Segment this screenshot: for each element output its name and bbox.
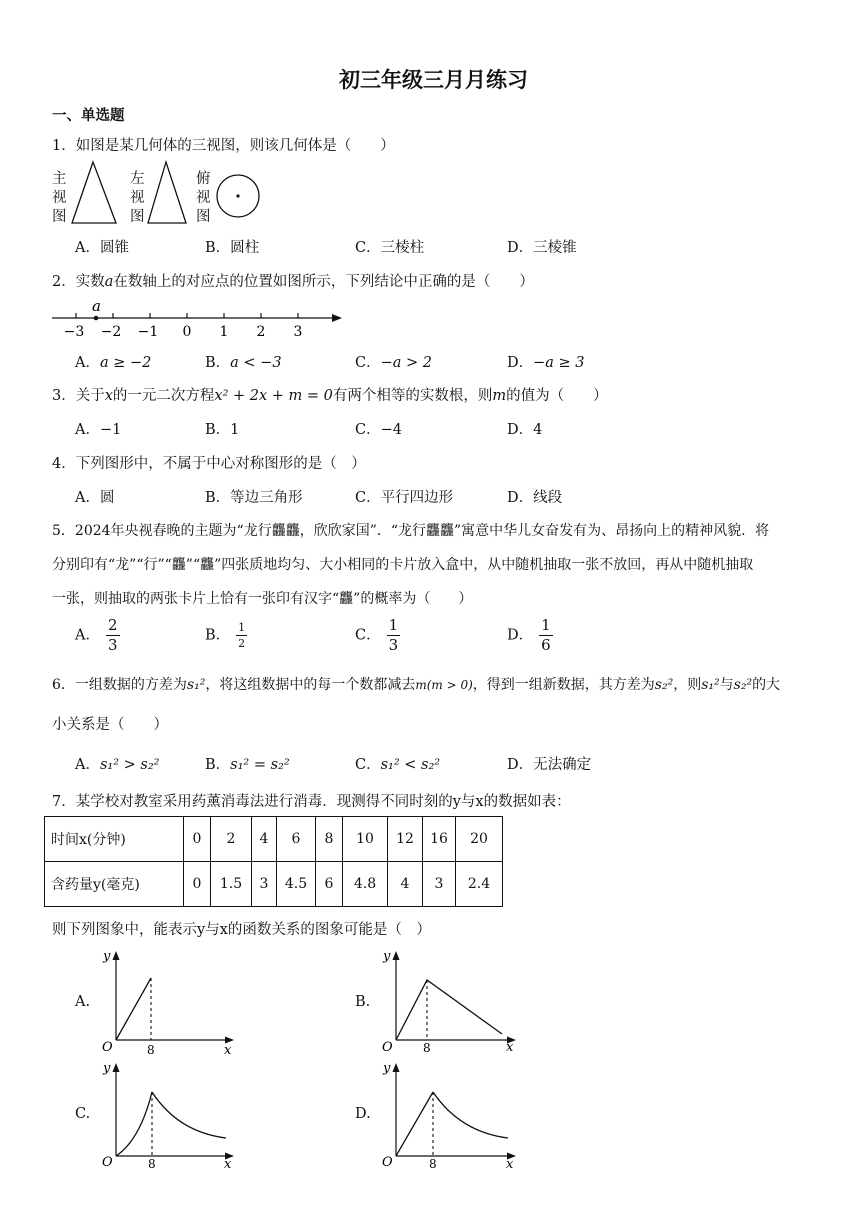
q1-option-c[interactable]: C．三棱柱 <box>355 240 425 256</box>
q5-option-b[interactable]: B． $\frac{1}{2}$ <box>205 621 246 650</box>
q6-line-1: 6．一组数据的方差为s₁²，将这组数据中的每一个数都减去m(m > 0)，得到一组新数据，其方差为s₂²，则s₁²与s₂²的大 <box>52 677 781 693</box>
q7-stem: 7．某学校对教室采用药薰消毒法进行消毒．现测得不同时刻的y与x的数据如表： <box>52 794 571 810</box>
table-cell: 16 <box>423 817 456 862</box>
table-cell: 2 <box>211 817 252 862</box>
q1-top-view-label: 俯视图 <box>196 171 211 225</box>
q2-tick-label: −3 <box>63 324 85 340</box>
q2-tick-label: −2 <box>100 324 122 340</box>
q2-number-line <box>52 296 344 340</box>
q3-option-c[interactable]: C．−4 <box>355 422 402 438</box>
q2-point-a <box>94 316 99 321</box>
table-cell: 6 <box>277 817 316 862</box>
table-cell: 3 <box>423 862 456 907</box>
q7-graph-b <box>378 948 526 1058</box>
q6-line-2: 小关系是（ ） <box>52 717 168 733</box>
q1-top-view-circle <box>214 174 262 222</box>
svg-text:O: O <box>102 1040 113 1055</box>
table-cell: 4 <box>388 862 423 907</box>
q1-option-d[interactable]: D．三棱锥 <box>507 240 577 256</box>
table-row <box>45 862 503 907</box>
q2-tick-label: 2 <box>256 324 266 340</box>
q7-graph-c <box>98 1060 238 1172</box>
q7-graph-a <box>98 948 238 1058</box>
svg-text:8: 8 <box>423 1041 431 1055</box>
svg-text:O: O <box>382 1040 393 1055</box>
table-cell: 20 <box>456 817 503 862</box>
q1-left-view-triangle <box>146 160 190 226</box>
svg-text:x: x <box>506 1157 514 1172</box>
svg-text:y: y <box>383 1061 391 1076</box>
svg-text:x: x <box>224 1157 232 1172</box>
q6-option-c[interactable]: C．s₁² < s₂² <box>355 757 441 773</box>
table-cell: 10 <box>343 817 388 862</box>
q7-graph-b-label[interactable]: B. <box>355 994 371 1010</box>
q1-option-b[interactable]: B．圆柱 <box>205 240 260 256</box>
svg-text:y: y <box>103 1061 111 1076</box>
table-cell: 0 <box>184 862 211 907</box>
svg-text:8: 8 <box>429 1157 437 1171</box>
q4-option-b[interactable]: B．等边三角形 <box>205 490 303 506</box>
q3-option-a[interactable]: A．−1 <box>75 422 122 438</box>
q3-option-d[interactable]: D．4 <box>507 422 543 438</box>
q5-option-c[interactable]: C． $\frac{1}{3}$ <box>355 616 399 654</box>
q4-stem: 4．下列图形中，不属于中心对称图形的是（ ） <box>52 456 366 472</box>
q4-option-d[interactable]: D．线段 <box>507 490 563 506</box>
q5-line-2: 分别印有“龙”“行”“龘”“龘”四张质地均匀、大小相同的卡片放入盒中，从中随机抽取一张不放回，再从中随机抽取 <box>52 557 754 573</box>
svg-text:y: y <box>383 949 391 964</box>
q1-left-view-label: 左视图 <box>130 171 145 225</box>
q7-graph-d-label[interactable]: D. <box>355 1106 371 1122</box>
svg-text:x: x <box>506 1040 514 1055</box>
q7-graph-c-label[interactable]: C. <box>75 1106 91 1122</box>
q2-option-d[interactable]: D．−a ≥ 3 <box>507 355 585 371</box>
q2-tick-label: −1 <box>137 324 159 340</box>
q3-equation: x² + 2x + m = 0 <box>214 388 333 404</box>
table-cell: 4 <box>252 817 277 862</box>
table-cell: 8 <box>316 817 343 862</box>
q2-option-a[interactable]: A．a ≥ −2 <box>75 355 152 371</box>
q5-option-d[interactable]: D． $\frac{1}{6}$ <box>507 616 551 654</box>
q7-question: 则下列图象中，能表示y与x的函数关系的图象可能是（ ） <box>52 922 431 938</box>
table-cell: 3 <box>252 862 277 907</box>
q4-option-c[interactable]: C．平行四边形 <box>355 490 454 506</box>
table-cell: 6 <box>316 862 343 907</box>
q6-option-b[interactable]: B．s₁² = s₂² <box>205 757 290 773</box>
q1-front-view-label: 主视图 <box>52 171 67 225</box>
table-cell: 1.5 <box>211 862 252 907</box>
q1-option-a[interactable]: A．圆锥 <box>75 240 129 256</box>
q4-option-a[interactable]: A．圆 <box>75 490 115 506</box>
q7-data-table <box>44 816 503 907</box>
table-row-header: 时间x(分钟) <box>45 817 184 862</box>
page-title: 初三年级三月月练习 <box>339 67 528 92</box>
q3-stem: 3．关于x的一元二次方程x² + 2x + m = 0有两个相等的实数根，则m的值为（ ） <box>52 388 608 404</box>
table-cell: 12 <box>388 817 423 862</box>
table-cell: 0 <box>184 817 211 862</box>
table-cell: 4.8 <box>343 862 388 907</box>
svg-text:8: 8 <box>148 1157 156 1171</box>
table-row <box>45 817 503 862</box>
q5-line-1: 5．2024年央视春晚的主题为“龙行龘龘，欣欣家国”．“龙行龘龘”寓意中华儿女奋发有为、昂扬向上的精神风貌．将 <box>52 523 770 539</box>
q1-front-view-triangle <box>70 160 120 226</box>
q3-option-b[interactable]: B．1 <box>205 422 240 438</box>
q2-tick-label: 1 <box>219 324 229 340</box>
q2-tick-label: 0 <box>182 324 192 340</box>
svg-text:O: O <box>382 1155 393 1170</box>
table-cell: 4.5 <box>277 862 316 907</box>
q5-line-3: 一张，则抽取的两张卡片上恰有一张印有汉字“龘”的概率为（ ） <box>52 591 473 607</box>
q7-graph-d <box>378 1060 526 1172</box>
q2-point-label: a <box>92 297 101 315</box>
q6-option-a[interactable]: A．s₁² > s₂² <box>75 757 160 773</box>
section-heading: 一、单选题 <box>52 107 125 124</box>
table-cell: 2.4 <box>456 862 503 907</box>
svg-text:y: y <box>103 949 111 964</box>
q1-stem: 1．如图是某几何体的三视图，则该几何体是（ ） <box>52 138 395 154</box>
q2-option-c[interactable]: C．−a > 2 <box>355 355 432 371</box>
q6-option-d[interactable]: D．无法确定 <box>507 757 592 773</box>
table-row-header: 含药量y(毫克) <box>45 862 184 907</box>
q2-option-b[interactable]: B．a < −3 <box>205 355 282 371</box>
svg-text:x: x <box>224 1043 232 1058</box>
svg-text:O: O <box>102 1155 113 1170</box>
q2-stem: 2．实数a在数轴上的对应点的位置如图所示，下列结论中正确的是（ ） <box>52 274 534 290</box>
q7-graph-a-label[interactable]: A. <box>75 994 91 1010</box>
svg-text:8: 8 <box>147 1043 155 1057</box>
q5-option-a[interactable]: A． $\frac{2}{3}$ <box>75 616 118 654</box>
q2-tick-label: 3 <box>293 324 303 340</box>
